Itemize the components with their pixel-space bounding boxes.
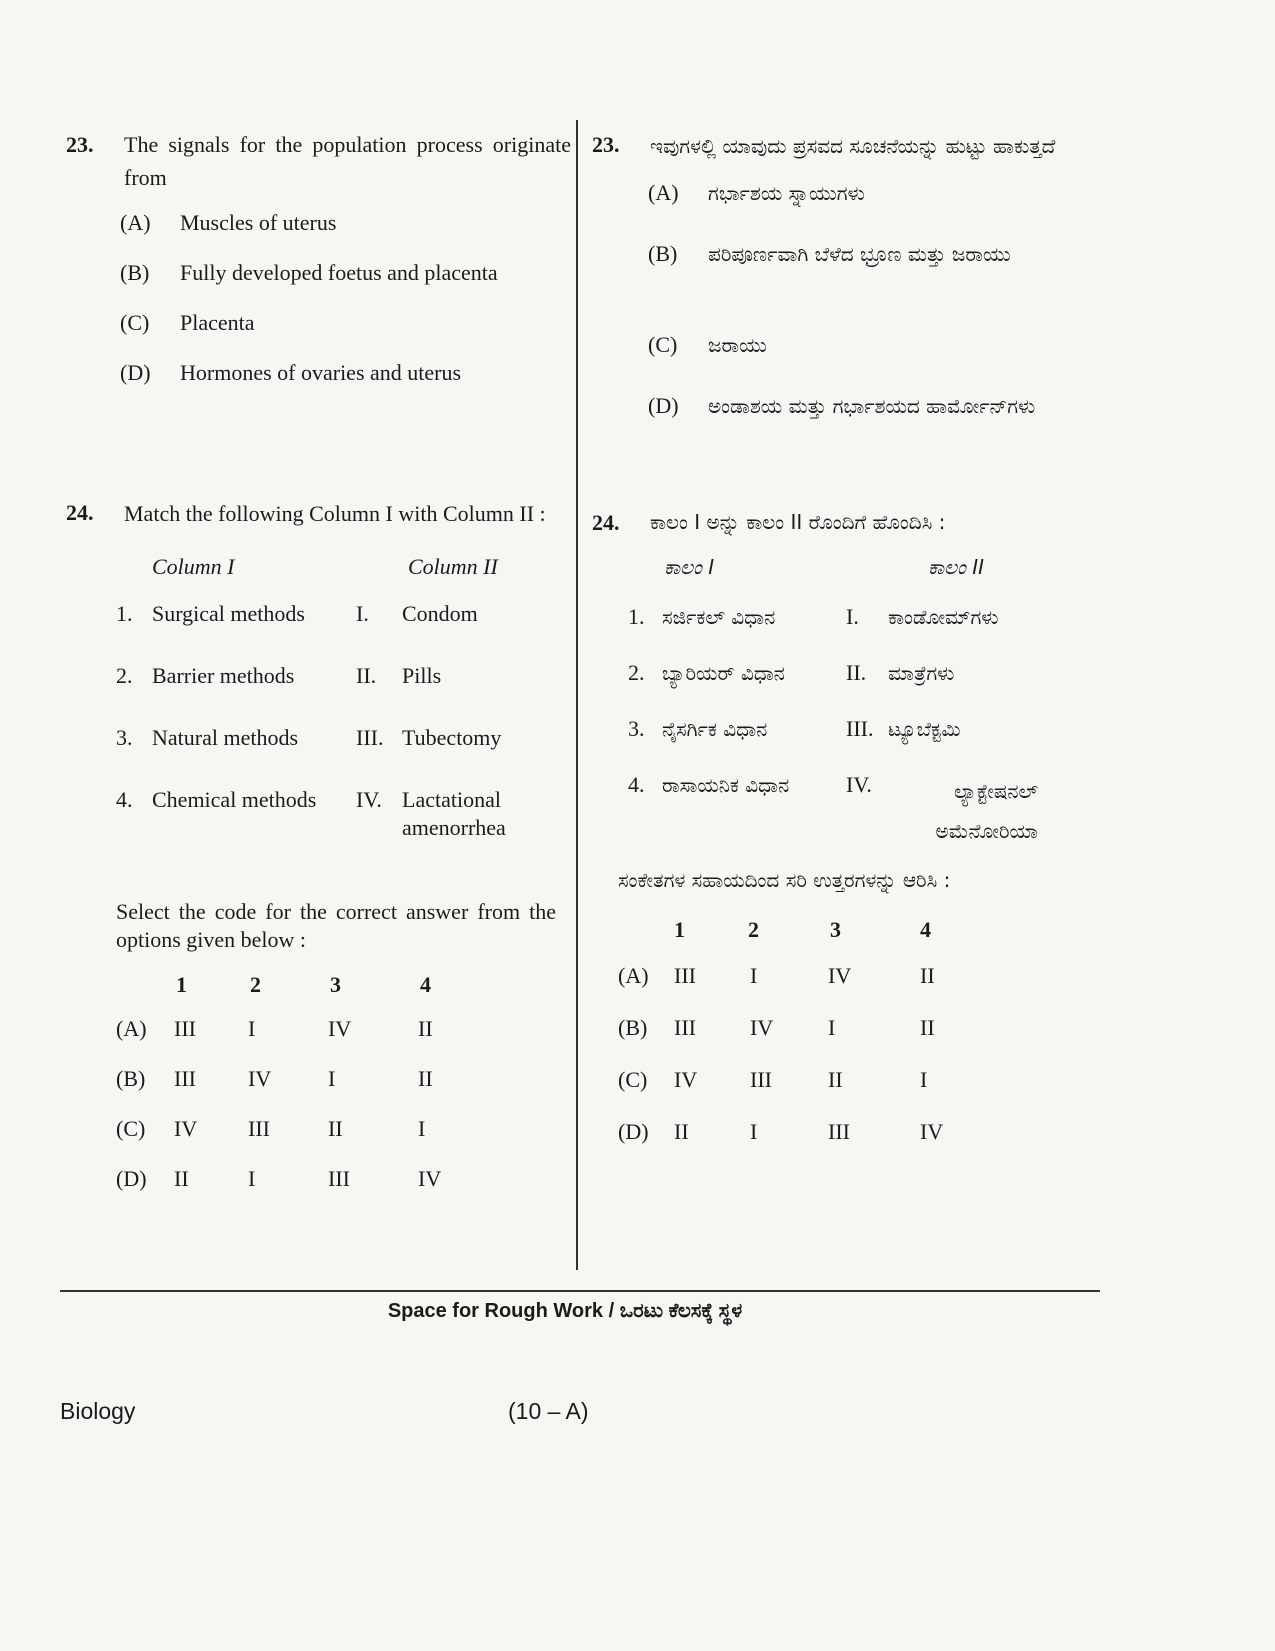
match-list	[592, 603, 1112, 853]
option-a: (A) Muscles of uterus	[120, 210, 337, 235]
question-number: 24.	[592, 510, 620, 535]
match-row: 3. Natural methods III. Tubectomy	[116, 725, 502, 750]
question-text: Match the following Column I with Column II :	[124, 501, 546, 526]
match-row: 2. Barrier methods II. Pills	[116, 663, 442, 688]
question-24-kn	[592, 506, 1112, 539]
match-row: 3. ನೈಸರ್ಗಿಕ ವಿಧಾನ III. ಟ್ಯೂಬೆಕ್ಟಮಿ	[628, 716, 961, 741]
code-row: (B) III IV I II	[116, 1066, 433, 1091]
code-row: (A) III I IV II	[116, 1016, 433, 1041]
code-row: (C) IV III II I	[116, 1116, 426, 1141]
option-d: (D) ಅಂಡಾಶಯ ಮತ್ತು ಗರ್ಭಾಶಯದ ಹಾರ್ಮೋನ್‌ಗಳು	[648, 393, 1036, 418]
code-row: (A) III I IV II	[618, 963, 935, 988]
code-row: (C) IV III II I	[618, 1067, 928, 1092]
match-row: 4. Chemical methods IV. Lactational amenorrhea	[116, 787, 506, 840]
option-b: (B) ಪರಿಪೂರ್ಣವಾಗಿ ಬೆಳೆದ ಭ್ರೂಣ ಮತ್ತು ಜರಾಯು	[648, 241, 1011, 266]
question-number: 23.	[592, 132, 620, 157]
question-24	[66, 496, 571, 532]
footer-subject: Biology	[60, 1398, 136, 1424]
option-d: (D) Hormones of ovaries and uterus	[120, 360, 462, 385]
option-c: (C) Placenta	[120, 310, 255, 335]
option-c: (C) ಜರಾಯು	[648, 332, 767, 357]
question-text: ಕಾಲಂ I ಅನ್ನು ಕಾಲಂ II ರೊಂದಿಗೆ ಹೊಂದಿಸಿ :	[650, 510, 946, 534]
question-23	[66, 128, 571, 194]
column-headers: Column I Column II	[152, 554, 498, 579]
rough-work-label: Space for Rough Work / ಒರಟು ಕೆಲಸಕ್ಕೆ ಸ್ಥಳ	[387, 1300, 743, 1322]
select-instruction: ಸಂಕೇತಗಳ ಸಹಾಯದಿಂದ ಸರಿ ಉತ್ತರಗಳನ್ನು ಆರಿಸಿ :	[618, 868, 951, 892]
match-row: 1. ಸರ್ಜಿಕಲ್ ವಿಧಾನ I. ಕಾಂಡೋಮ್‌ಗಳು	[628, 604, 999, 629]
select-instruction: Select the code for the correct answer from the options given below :	[116, 899, 556, 952]
code-header-row: 1 2 3 4	[674, 917, 931, 942]
code-row: (D) II I III IV	[116, 1166, 442, 1191]
question-text: ಇವುಗಳಲ್ಲಿ ಯಾವುದು ಪ್ರಸವದ ಸೂಚನೆಯನ್ನು ಹುಟ್ಟು ಹಾಕುತ್ತದೆ	[650, 134, 1056, 158]
footer-page-number: (10 – A)	[508, 1398, 589, 1424]
match-row: 1. Surgical methods I. Condom	[116, 601, 478, 626]
column-divider	[576, 120, 578, 1270]
english-column	[66, 128, 571, 1216]
kannada-column	[592, 128, 1112, 1171]
match-list	[66, 600, 571, 866]
match-row: 4. ರಾಸಾಯನಿಕ ವಿಧಾನ IV. ಲ್ಯಾಕ್ಟೇಷನಲ್ ಅಮೆನೋರಿಯಾ	[628, 772, 1038, 843]
code-row: (D) II I III IV	[618, 1119, 944, 1144]
rough-work-divider	[60, 1290, 1100, 1292]
question-number: 23.	[66, 132, 94, 157]
option-a: (A) ಗರ್ಭಾಶಯ ಸ್ನಾಯುಗಳು	[648, 180, 865, 205]
code-header-row: 1 2 3 4	[176, 972, 431, 997]
column-headers: ಕಾಲಂ I ಕಾಲಂ II	[664, 555, 985, 579]
match-row: 2. ಬ್ಯಾರಿಯರ್ ವಿಧಾನ II. ಮಾತ್ರೆಗಳು	[628, 660, 955, 685]
option-b: (B) Fully developed foetus and placenta	[120, 260, 498, 285]
question-23-kn	[592, 128, 1112, 164]
question-text: The signals for the population process originate from	[124, 132, 571, 190]
code-row: (B) III IV I II	[618, 1015, 935, 1040]
question-number: 24.	[66, 500, 94, 525]
